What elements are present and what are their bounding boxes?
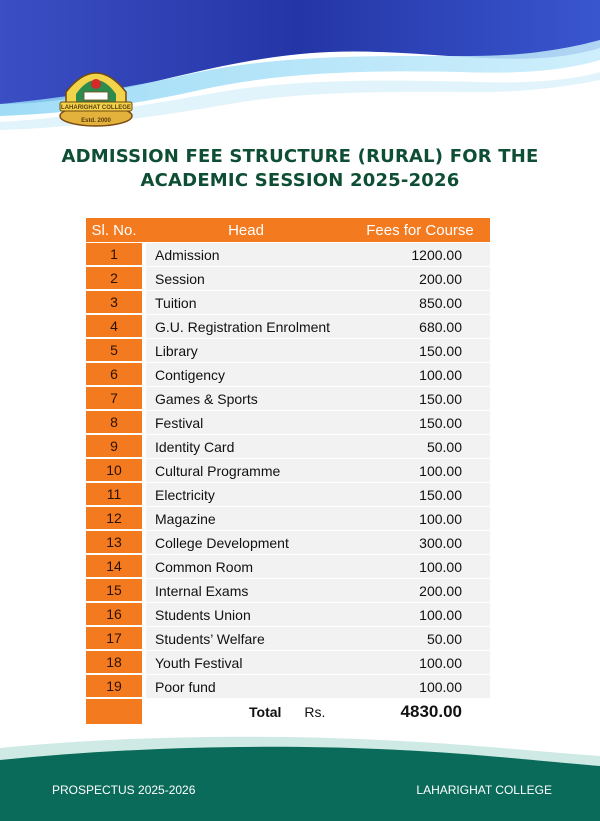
logo-text: LAHARIGHAT COLLEGE: [61, 105, 131, 111]
page-title: [0, 145, 600, 193]
row-sl: 13: [86, 531, 142, 554]
row-fee: 100.00: [350, 555, 490, 578]
footer-wave-banner: [0, 734, 600, 821]
title-line-2: ACADEMIC SESSION 2025-2026: [140, 170, 460, 191]
row-sl: 11: [86, 483, 142, 506]
table-row: [86, 315, 490, 338]
header-head: Head: [142, 218, 350, 242]
row-fee: 50.00: [350, 435, 490, 458]
table-row: [86, 243, 490, 266]
table-row: [86, 531, 490, 554]
row-head: Electricity: [142, 483, 350, 506]
row-head: Contigency: [142, 363, 350, 386]
row-head: Common Room: [142, 555, 350, 578]
table-row: [86, 435, 490, 458]
table-row: [86, 651, 490, 674]
table-row: [86, 267, 490, 290]
table-row: [86, 675, 490, 698]
row-head: Identity Card: [142, 435, 350, 458]
row-head: Internal Exams: [142, 579, 350, 602]
header-sl-no: Sl. No.: [86, 218, 142, 242]
table-row: [86, 627, 490, 650]
total-sl-blank: [86, 699, 142, 724]
row-head: Games & Sports: [142, 387, 350, 410]
row-head: G.U. Registration Enrolment: [142, 315, 350, 338]
row-fee: 100.00: [350, 459, 490, 482]
row-sl: 4: [86, 315, 142, 338]
row-sl: 19: [86, 675, 142, 698]
row-sl: 14: [86, 555, 142, 578]
row-fee: 300.00: [350, 531, 490, 554]
table-row: [86, 483, 490, 506]
row-sl: 9: [86, 435, 142, 458]
row-fee: 150.00: [350, 483, 490, 506]
total-cell: [142, 699, 490, 724]
row-head: Magazine: [142, 507, 350, 530]
row-fee: 100.00: [350, 507, 490, 530]
row-sl: 17: [86, 627, 142, 650]
row-sl: 3: [86, 291, 142, 314]
row-head: College Development: [142, 531, 350, 554]
row-fee: 200.00: [350, 267, 490, 290]
row-head: Library: [142, 339, 350, 362]
row-sl: 1: [86, 243, 142, 266]
row-head: Cultural Programme: [142, 459, 350, 482]
total-label: Total: [249, 703, 282, 720]
row-fee: 200.00: [350, 579, 490, 602]
row-fee: 100.00: [350, 651, 490, 674]
row-head: Admission: [142, 243, 350, 266]
table-row: [86, 339, 490, 362]
row-head: Students’ Welfare: [142, 627, 350, 650]
table-row: [86, 411, 490, 434]
row-fee: 150.00: [350, 387, 490, 410]
table-row: [86, 555, 490, 578]
row-sl: 7: [86, 387, 142, 410]
fee-structure-table: [86, 217, 490, 725]
row-sl: 6: [86, 363, 142, 386]
row-fee: 150.00: [350, 411, 490, 434]
row-sl: 8: [86, 411, 142, 434]
row-sl: 18: [86, 651, 142, 674]
header-fees: Fees for Course: [350, 218, 490, 242]
row-fee: 100.00: [350, 363, 490, 386]
row-sl: 10: [86, 459, 142, 482]
table-row: [86, 507, 490, 530]
row-head: Tuition: [142, 291, 350, 314]
row-head: Festival: [142, 411, 350, 434]
row-fee: 150.00: [350, 339, 490, 362]
logo-est: Estd. 2000: [81, 118, 111, 124]
row-fee: 680.00: [350, 315, 490, 338]
row-fee: 850.00: [350, 291, 490, 314]
row-fee: 100.00: [350, 603, 490, 626]
row-fee: 1200.00: [350, 243, 490, 266]
row-head: Students Union: [142, 603, 350, 626]
title-line-1: ADMISSION FEE STRUCTURE (RURAL) FOR THE: [61, 146, 539, 167]
total-row: [86, 699, 490, 724]
total-value: 4830.00: [400, 701, 462, 721]
row-sl: 15: [86, 579, 142, 602]
table-row: [86, 603, 490, 626]
table-row: [86, 459, 490, 482]
table-row: [86, 579, 490, 602]
row-sl: 2: [86, 267, 142, 290]
table-row: [86, 363, 490, 386]
row-head: Poor fund: [142, 675, 350, 698]
row-fee: 50.00: [350, 627, 490, 650]
total-currency: Rs.: [304, 703, 326, 720]
table-row: [86, 387, 490, 410]
row-sl: 5: [86, 339, 142, 362]
footer-prospectus: PROSPECTUS 2025-2026: [52, 783, 196, 797]
table-row: [86, 291, 490, 314]
row-fee: 100.00: [350, 675, 490, 698]
row-sl: 12: [86, 507, 142, 530]
row-head: Youth Festival: [142, 651, 350, 674]
row-head: Session: [142, 267, 350, 290]
college-logo-icon: [52, 58, 140, 130]
row-sl: 16: [86, 603, 142, 626]
table-header-row: [86, 218, 490, 242]
footer-college-name: LAHARIGHAT COLLEGE: [416, 783, 552, 797]
